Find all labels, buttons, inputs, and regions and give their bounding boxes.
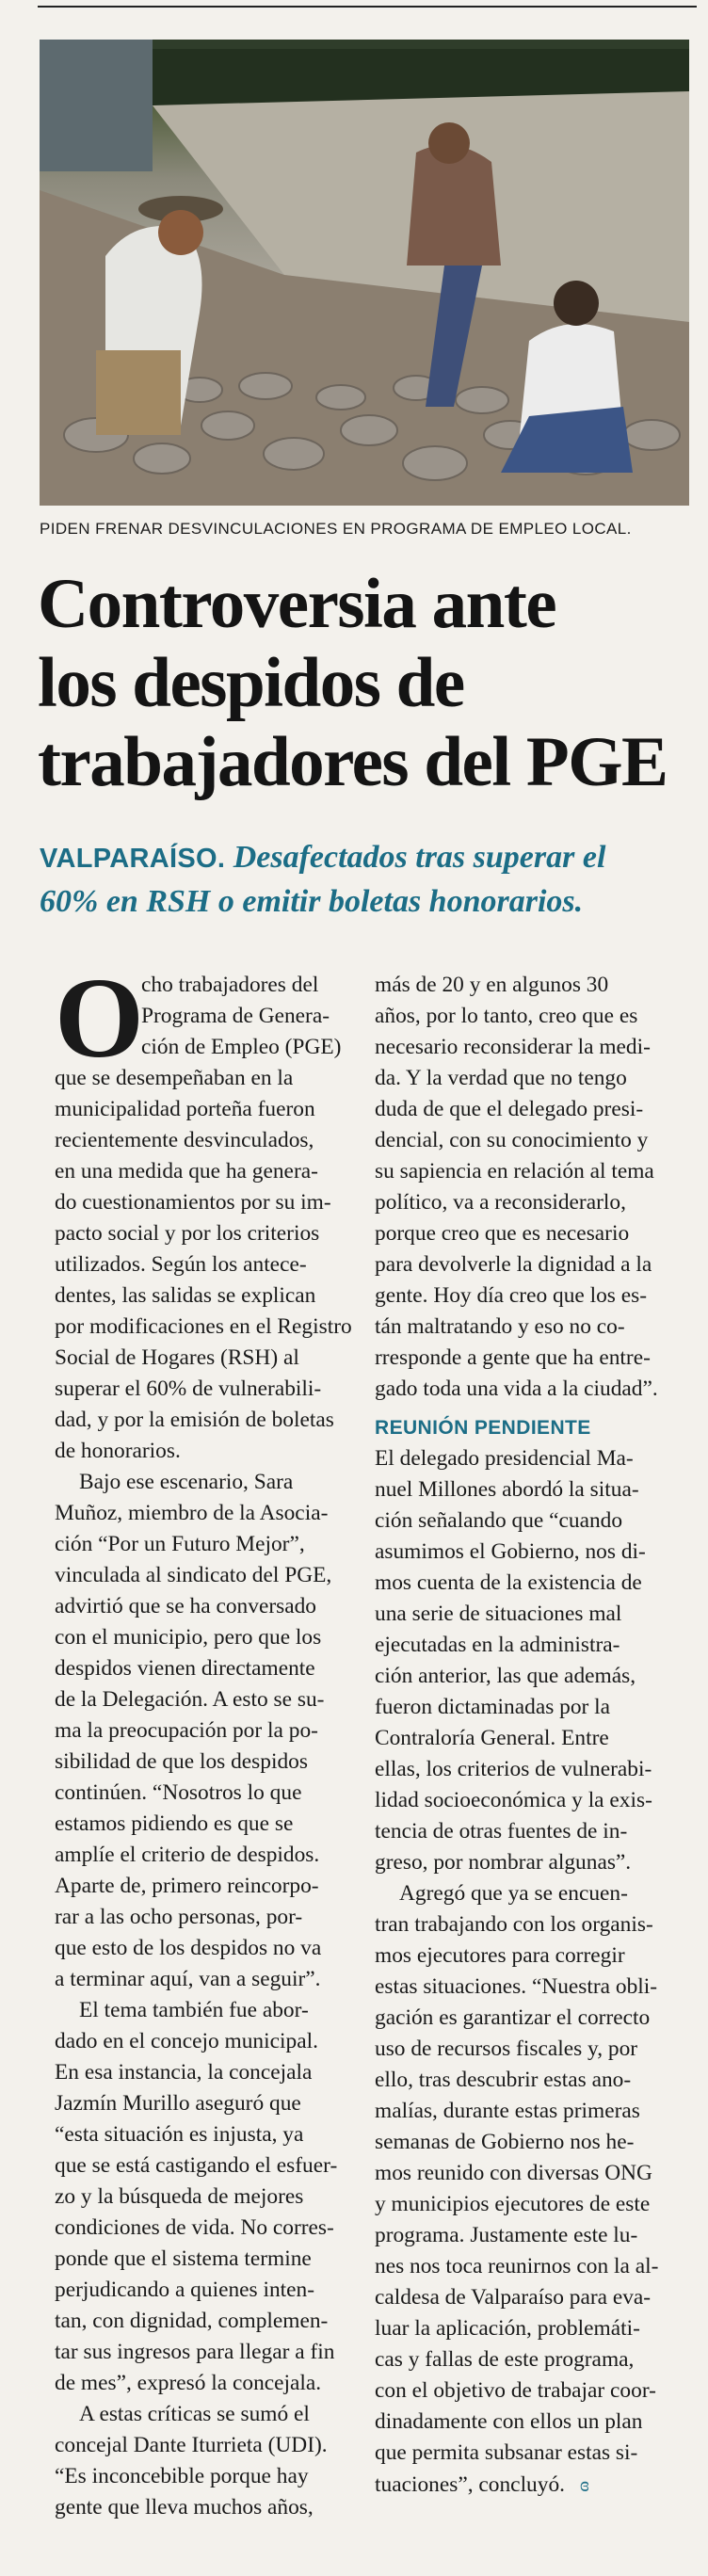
text-line: luar la aplicación, problemáti- [375,2316,640,2341]
text-line: Bajo ese escenario, Sara [79,1470,294,1494]
text-line: a terminar aquí, van a seguir”. [55,1967,321,1991]
paragraph-group [375,1443,695,2500]
text-line: caldesa de Valparaíso para eva- [375,2285,652,2310]
text-line: estas situaciones. “Nuestra obli- [375,1974,658,1999]
text-line: gente que lleva muchos años, [55,2495,314,2520]
photo-caption: PIDEN FRENAR DESVINCULACIONES EN PROGRAMA DE EMPLEO LOCAL. [40,520,632,538]
text-line: utilizados. Según los antece- [55,1252,307,1277]
text-line: municipalidad porteña fueron [55,1097,315,1121]
text-line: años, por lo tanto, creo que es [375,1004,638,1028]
text-line: uso de recursos fiscales y, por [375,2037,638,2061]
text-line: En esa instancia, la concejala [55,2060,313,2085]
text-line: de honorarios. [55,1439,181,1463]
deck-text: Desafectados tras superar el [225,840,606,875]
text-line: ción de Empleo (PGE) [141,1035,342,1059]
text-line: “Es inconcebible porque hay [55,2464,309,2488]
text-line: dentes, las salidas se explican [55,1283,316,1308]
text-line: asumimos el Gobierno, nos di- [375,1539,646,1564]
text-line: con el objetivo de trabajar coor- [375,2378,656,2403]
text-line: pacto social y por los criterios [55,1221,320,1246]
text-line: duda de que el delegado presi- [375,1097,644,1121]
text-line: vinculada al sindicato del PGE, [55,1563,332,1587]
text-line: necesario reconsiderar la medi- [375,1035,651,1059]
deck-line [40,836,699,880]
text-line: de mes”, expresó la concejala. [55,2371,322,2395]
text-line: Jazmín Murillo aseguró que [55,2091,301,2116]
text-line: nes nos toca reunirnos con la al- [375,2254,659,2278]
text-line: advirtió que se ha conversado [55,1594,316,1618]
text-line: despidos vienen directamente [55,1656,315,1681]
article-column-left [55,955,375,2523]
text-line: fueron dictaminadas por la [375,1695,611,1719]
text-line: perjudicando a quienes inten- [55,2278,315,2302]
text-line: gación es garantizar el correcto [375,2005,651,2030]
text-line: y municipios ejecutores de este [375,2192,651,2216]
text-line: de la Delegación. A esto se su- [55,1687,325,1712]
text-line: en una medida que ha genera- [55,1159,318,1183]
text-line: gado toda una vida a la ciudad”. [375,1377,658,1401]
text-line: amplíe el criterio de despidos. [55,1843,320,1867]
text-line: ejecutadas en la administra- [375,1633,620,1657]
text-line: con el municipio, pero que los [55,1625,322,1650]
text-line: recientemente desvinculados, [55,1128,314,1152]
deck-kicker: VALPARAÍSO. [40,844,226,874]
text-line: cho trabajadores del [141,973,319,997]
text-line: tencia de otras fuentes de in- [375,1819,628,1843]
text-line: El delegado presidencial Ma- [375,1446,634,1471]
top-rule [38,6,697,8]
text-line: mos reunido con diversas ONG [375,2161,652,2185]
text-line: superar el 60% de vulnerabili- [55,1377,322,1401]
text-line: estamos pidiendo es que se [55,1811,294,1836]
dropcap: O [55,955,144,1082]
text-line: una serie de situaciones mal [375,1602,622,1626]
text-line: condiciones de vida. No corres- [55,2215,334,2240]
text-line: ponde que el sistema termine [55,2246,312,2271]
text-line: greso, por nombrar algunas”. [375,1850,632,1875]
text-line: ello, tras descubrir estas ano- [375,2068,632,2092]
text-line: Programa de Genera- [141,1004,330,1028]
text-line: nuel Millones abordó la situa- [375,1477,639,1502]
article-photo [40,40,689,506]
text-line: continúen. “Nosotros lo que [55,1780,302,1805]
text-line: Aparte de, primero reincorpo- [55,1874,319,1898]
text-line: rar a las ocho personas, por- [55,1905,303,1929]
photo-illustration [40,40,689,506]
text-line: lidad socioeconómica y la exis- [375,1788,652,1812]
text-line [375,2469,695,2500]
text-line: El tema también fue abor- [79,1998,309,2022]
text-line: ma la preocupación por la po- [55,1718,318,1743]
text-line: dinadamente con ellos un plan [375,2409,643,2434]
text-line: tán maltratando y eso no co- [375,1314,625,1339]
text-line: mos cuenta de la existencia de [375,1570,642,1595]
headline-line: Controversia ante [38,565,556,643]
text-line: por modificaciones en el Registro [55,1314,352,1339]
text-line: cas y fallas de este programa, [375,2347,635,2372]
deck-line: 60% en RSH o emitir boletas honorarios. [40,884,584,919]
text-line: Contraloría General. Entre [375,1726,609,1750]
text-line: porque creo que es necesario [375,1221,630,1246]
text-line: que se desempeñaban en la [55,1066,294,1090]
text-line-content: tuaciones”, concluyó. [375,2472,565,2497]
section-subhead: REUNIÓN PENDIENTE [375,1417,591,1439]
text-line: da. Y la verdad que no tengo [375,1066,627,1090]
headline-line: trabajadores del PGE [38,723,668,801]
text-line: dado en el concejo municipal. [55,2029,318,2053]
text-line: sibilidad de que los despidos [55,1749,308,1774]
text-line: tran trabajando con los organis- [375,1912,653,1937]
end-mark-icon: ɞ [580,2472,589,2496]
text-line: para devolverle la dignidad a la [375,1252,652,1277]
text-line: ellas, los criterios de vulnerabi- [375,1757,652,1781]
text-line: tar sus ingresos para llegar a fin [55,2340,335,2364]
text-line: Agregó que ya se encuen- [399,1881,628,1906]
text-line: dencial, con su conocimiento y [375,1128,649,1152]
paragraph-group [375,970,695,1405]
text-line: mos ejecutores para corregir [375,1943,625,1968]
text-line: A estas críticas se sumó el [79,2402,310,2426]
text-line: zo y la búsqueda de mejores [55,2184,304,2209]
text-line: tan, con dignidad, complemen- [55,2309,329,2333]
article-column-right [375,970,695,2500]
text-line: que esto de los despidos no va [55,1936,322,1960]
text-line: Muñoz, miembro de la Asocia- [55,1501,329,1525]
text-line: ción señalando que “cuando [375,1508,623,1533]
headline-line: los despidos de [38,644,464,722]
text-line: ción anterior, las que además, [375,1664,636,1688]
text-line: concejal Dante Iturrieta (UDI). [55,2433,328,2457]
text-line: rresponde a gente que ha entre- [375,1345,651,1370]
text-line: semanas de Gobierno nos he- [375,2130,635,2154]
deck [40,836,699,924]
text-line: político, va a reconsiderarlo, [375,1190,626,1215]
text-line: que permita subsanar estas si- [375,2440,638,2465]
text-line: más de 20 y en algunos 30 [375,973,609,997]
text-line: que se está castigando el esfuer- [55,2153,338,2178]
text-line: malías, durante estas primeras [375,2099,640,2123]
text-line: programa. Justamente este lu- [375,2223,638,2247]
text-line: dad, y por la emisión de boletas [55,1408,334,1432]
text-line: do cuestionamientos por su im- [55,1190,331,1215]
headline [38,565,697,802]
text-line: “esta situación es injusta, ya [55,2122,304,2147]
text-line: gente. Hoy día creo que los es- [375,1283,648,1308]
text-line: ción “Por un Futuro Mejor”, [55,1532,305,1556]
text-line: Social de Hogares (RSH) al [55,1345,299,1370]
text-line: su sapiencia en relación al tema [375,1159,654,1183]
